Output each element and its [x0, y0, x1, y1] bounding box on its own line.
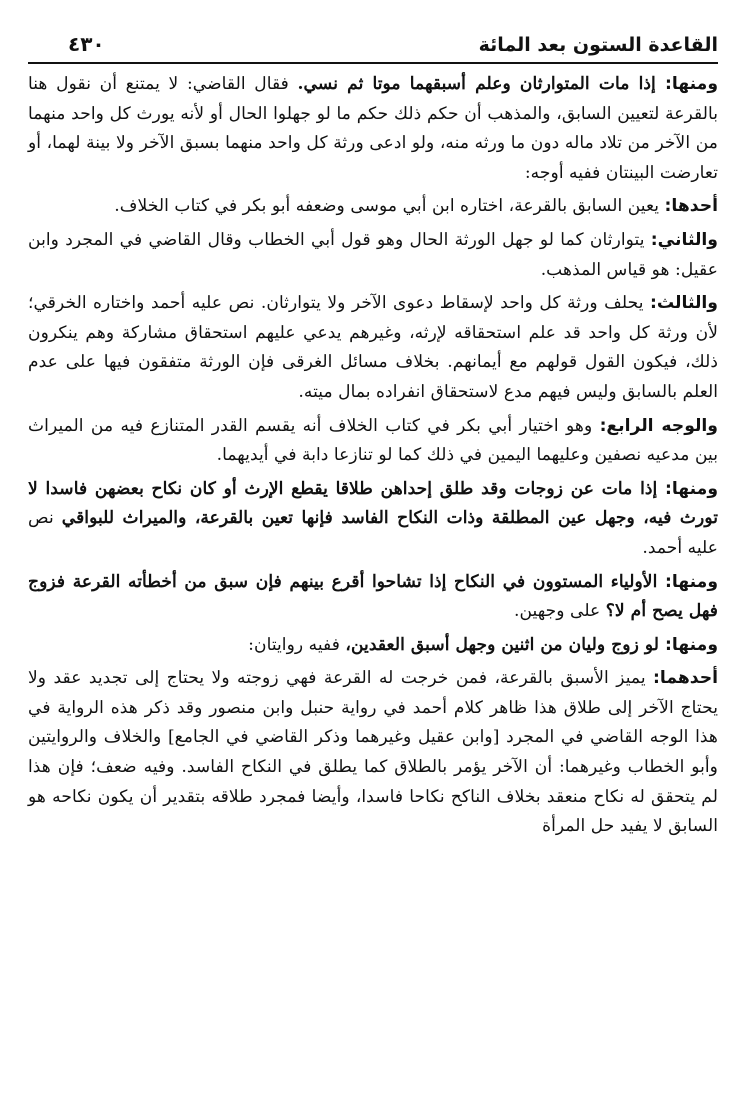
paragraph: [28, 475, 718, 564]
paragraph: [28, 226, 718, 285]
paragraph-lead: ومنها:: [664, 634, 718, 655]
paragraph-text: يحلف ورثة كل واحد لإسقاط دعوى الآخر ولا يتوارثان. نص عليه أحمد واختاره الخرقي؛ لأن ورثة كل واحد قد علم استحقاقه لإرثه، وغيرهم يدعي عليهم استحقاق مشاركة وهم ينكرون ذلك، فيكون القول قولهم مع أيمانهم. بخلاف مسائل الغرقى فإن الورثة متفقون فيها على عدم العلم بالسابق وليس فيهم مدع لاستحقاق انفراده بمال ميته.: [28, 293, 718, 402]
header-divider: [28, 62, 718, 64]
paragraph: [28, 192, 718, 222]
paragraph-text: يميز الأسبق بالقرعة، فمن خرجت له القرعة فهي زوجته ولا يحتاج إلى تجديد عقد ولا يحتاج الآخر إلى طلاق هذا ظاهر كلام أحمد في رواية حنبل وابن منصور وقد ذكر هذه الرواية في هذا الوجه القاضي في المجرد [وابن عقيل وغيرهما وذكر القاضي في الجامع] والخلاف والروايتين وأبو الخطاب وغيرهما: أن الآخر يؤمر بالطلاق كما يطلق في النكاح الفاسد. وفيه ضعف؛ فإن هذا لم يتحقق له نكاح منعقد بخلاف الناكح نكاحا فاسدا، وأيضا فمجرد طلاقه بتقدير أن يكون نكاحه هو السابق لا يفيد حل المرأة: [28, 668, 718, 837]
paragraph-text: ففيه روايتان:: [248, 634, 346, 655]
paragraph-text: نص عليه أحمد.: [28, 508, 718, 558]
page-number: ٤٣٠: [68, 32, 105, 56]
paragraph-text: فقال القاضي: لا يمتنع أن نقول هنا بالقرعة لتعيين السابق، والمذهب أن حكم ذلك حكم ما لو جهلوا الحال أو لأنه يورث كل واحد منهما من الآخر من تلاد ماله دون ما ورثه منه، ولو ادعى ورثة كل واحد منهما بسبق الآخر ولا بينة لهما، أو تعارضت البينتان ففيه أوجه:: [28, 74, 718, 183]
paragraph-lead: والوجه الرابع:: [599, 415, 718, 436]
paragraph: [28, 664, 718, 842]
paragraph-text: يعين السابق بالقرعة، اختاره ابن أبي موسى وضعفه أبو بكر في كتاب الخلاف.: [114, 196, 665, 217]
paragraph-lead: ومنها:: [664, 571, 718, 592]
paragraph: [28, 568, 718, 627]
running-title: القاعدة الستون بعد المائة: [478, 34, 718, 56]
paragraph-lead: ومنها:: [664, 74, 718, 94]
paragraph-highlight: لو زوج وليان من اثنين وجهل أسبق العقدين،: [345, 634, 665, 655]
paragraph: [28, 631, 718, 661]
paragraph-text: يتوارثان كما لو جهل الورثة الحال وهو قول أبي الخطاب وقال القاضي في المجرد وابن عقيل: هو قياس المذهب.: [28, 229, 718, 280]
paragraph: [28, 412, 718, 471]
paragraph-highlight: الأولياء المستوون في النكاح إذا تشاحوا أقرع بينهم فإن سبق من أخطأته القرعة فزوج فهل يصح أم لا؟: [28, 571, 718, 622]
paragraph-text: على وجهين.: [513, 601, 606, 622]
paragraph-lead: أحدها:: [664, 196, 718, 217]
paragraph-highlight: إذا مات عن زوجات وقد طلق إحداهن طلاقا يقطع الإرث أو كان نكاح بعضهن فاسدا لا تورث فيه، وجهل عين المطلقة وذات النكاح الفاسد فإنها تعين بالقرعة، والميراث للبواقي: [28, 478, 718, 529]
body-text: [28, 70, 718, 842]
paragraph: [28, 289, 718, 407]
page: [28, 24, 718, 1074]
page-header: [28, 24, 718, 56]
paragraph-lead: ومنها:: [664, 478, 718, 499]
paragraph-highlight: إذا مات المتوارثان وعلم أسبقهما موتا ثم نسي.: [297, 74, 665, 94]
paragraph-lead: والثالث:: [649, 293, 718, 314]
paragraph-lead: والثاني:: [650, 229, 718, 250]
paragraph-lead: أحدهما:: [653, 668, 718, 689]
paragraph-text: وهو اختيار أبي بكر في كتاب الخلاف أنه يقسم القدر المتنازع فيه من الميراث بين مدعيه نصفين وعليهما اليمين في ذلك كما لو تنازعا دابة في أيديهما.: [28, 415, 718, 466]
paragraph: [28, 70, 718, 188]
